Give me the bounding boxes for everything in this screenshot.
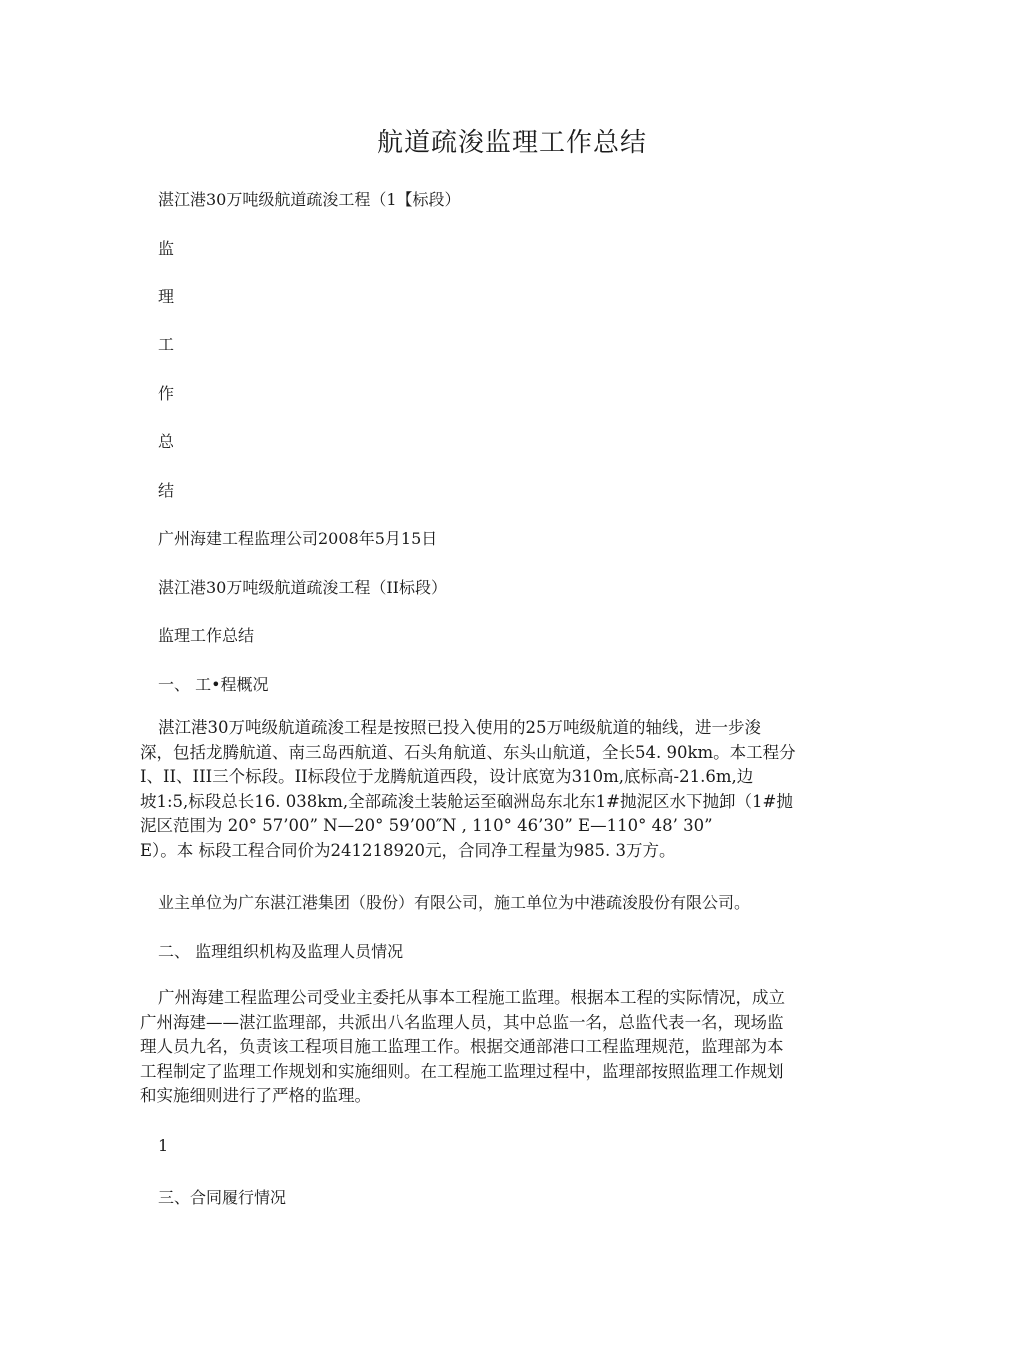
vertical-char-1: 监 <box>158 239 175 258</box>
vertical-char-6: 结 <box>158 481 175 500</box>
paragraph-line: 工程制定了监理工作规划和实施细则。在工程施工监理过程中，监理部按照监理工作规划 <box>140 1061 784 1081</box>
vertical-char-5: 总 <box>158 432 175 451</box>
document-title: 航道疏浚监理工作总结 <box>376 128 647 158</box>
section-1-heading: 一、 工•程概况 <box>158 675 269 694</box>
paragraph-line: 坡1:5,标段总长16. 038km,全部疏浚土装舱运至硇洲岛东北东1#抛泥区水下抛卸（1#抛 <box>140 791 793 811</box>
paragraph-line: 深，包括龙腾航道、南三岛西航道、石头角航道、东头山航道，全长54. 90km。本工程分 <box>140 742 796 762</box>
paragraph-line: 广州海建工程监理公司受业主委托从事本工程施工监理。根据本工程的实际情况，成立 <box>158 988 785 1007</box>
paragraph-line: E）。本 标段工程合同价为241218920元，合同净工程量为985. 3万方。 <box>140 840 676 860</box>
paragraph-line: 和实施细则进行了严格的监理。 <box>140 1086 371 1105</box>
subtitle-section-1: 湛江港30万吨级航道疏浚工程（1【标段） <box>158 190 461 209</box>
section-3-heading: 三、合同履行情况 <box>158 1188 287 1207</box>
section-2-heading: 二、 监理组织机构及监理人员情况 <box>158 942 404 961</box>
section-1-paragraph <box>140 716 880 863</box>
paragraph-line: 泥区范围为 20° 57’00” N—20° 59’00″N , 110° 46’30” E—110° 48’ 30” <box>140 816 713 835</box>
section-1-paragraph-2: 业主单位为广东湛江港集团（股份）有限公司，施工单位为中港疏浚股份有限公司。 <box>158 893 751 912</box>
page-number: 1 <box>158 1136 169 1155</box>
vertical-char-3: 工 <box>158 335 175 354</box>
subtitle-section-3: 监理工作总结 <box>158 626 255 645</box>
section-2-paragraph <box>140 986 880 1109</box>
paragraph-line: I、II、III三个标段。II标段位于龙腾航道西段，设计底宽为310m,底标高-21.6m,边 <box>140 767 754 786</box>
paragraph-line: 湛江港30万吨级航道疏浚工程是按照已投入使用的25万吨级航道的轴线，进一步浚 <box>158 718 761 737</box>
company-date: 广州海建工程监理公司2008年5月15日 <box>158 529 438 548</box>
paragraph-line: 广州海建——湛江监理部，共派出八名监理人员，其中总监一名，总监代表一名，现场监 <box>140 1012 784 1032</box>
subtitle-section-2: 湛江港30万吨级航道疏浚工程（II标段） <box>158 578 448 597</box>
paragraph-line: 理人员九名，负责该工程项目施工监理工作。根据交通部港口工程监理规范，监理部为本 <box>140 1037 784 1056</box>
vertical-char-4: 作 <box>158 384 175 403</box>
vertical-char-2: 理 <box>158 287 175 306</box>
